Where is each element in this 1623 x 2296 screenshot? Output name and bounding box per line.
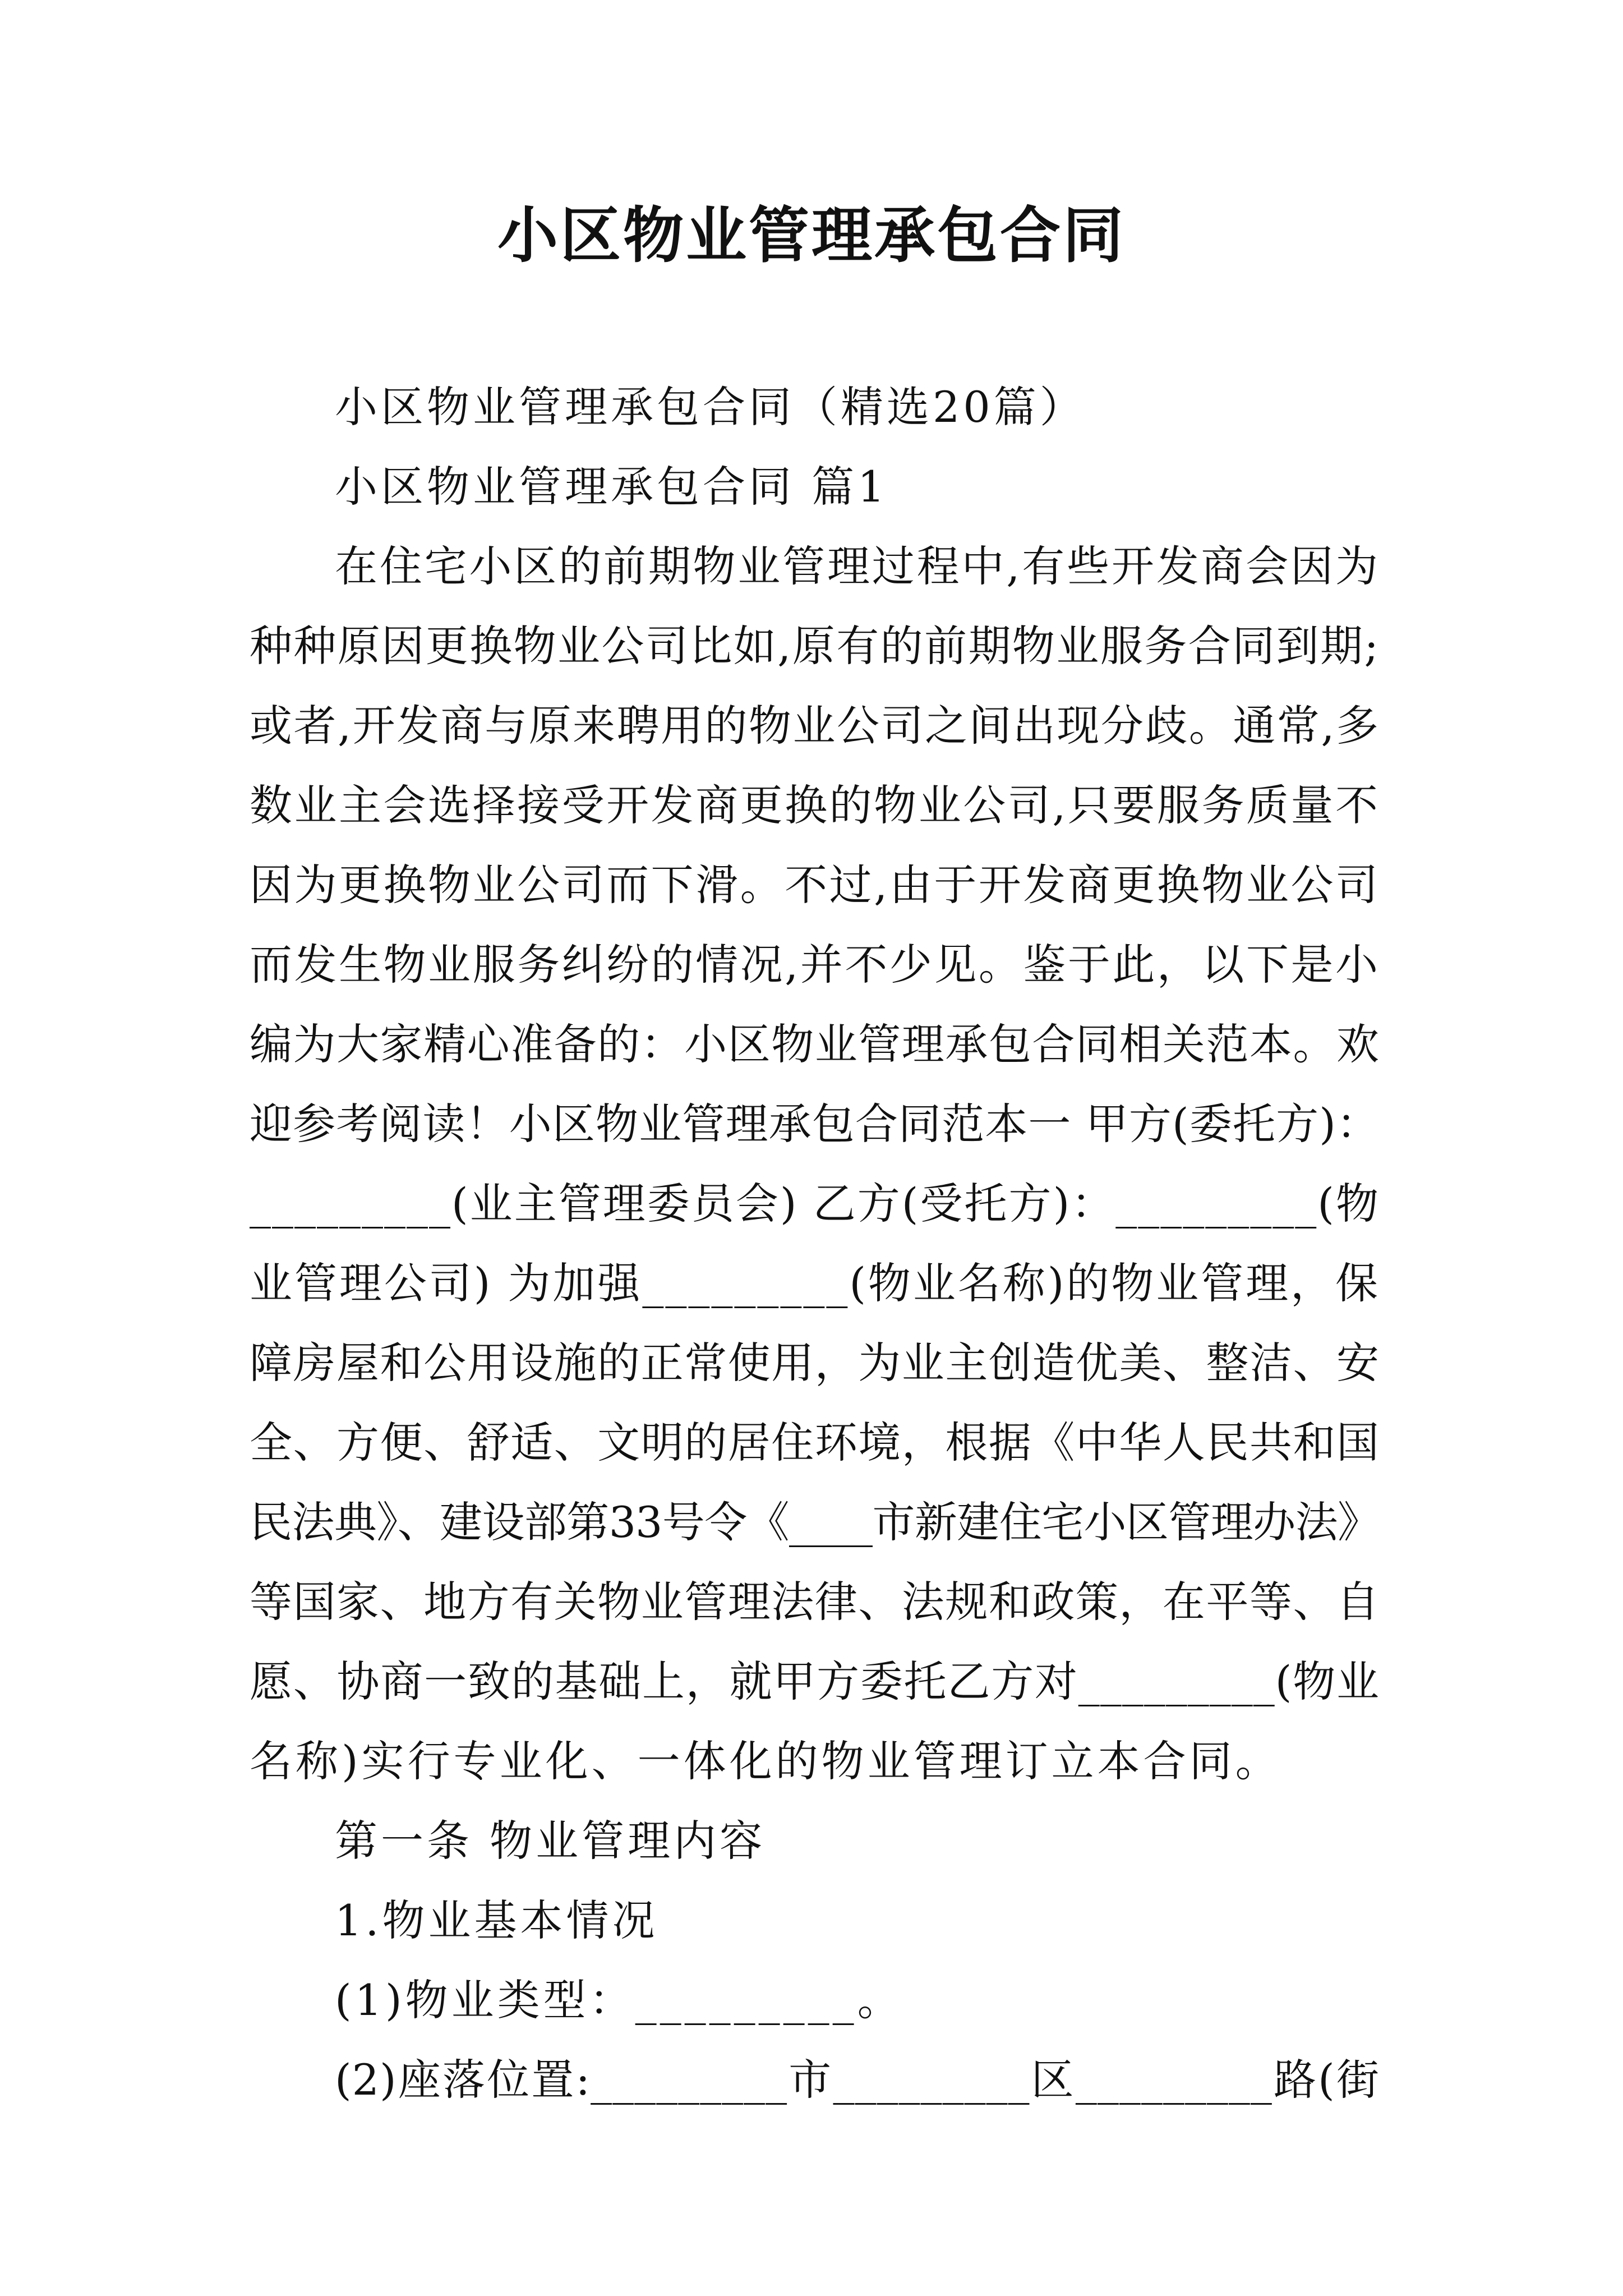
paragraph-line: 障房屋和公用设施的正常使用，为业主创造优美、整洁、安 [250,1338,1380,1388]
paragraph-line: 在住宅小区的前期物业管理过程中,有些开发商会因为 [335,541,1380,591]
paragraph-line: 种种原因更换物业公司比如,原有的前期物业服务合同到期; [250,621,1380,671]
section-heading: 小区物业管理承包合同 篇1 [335,462,888,512]
clause-item: (2)座落位置:_________市_________区_________路(街 [335,2055,1380,2105]
paragraph-line: 迎参考阅读！小区物业管理承包合同范本一 甲方(委托方)： [250,1099,1380,1149]
paragraph-line: 名称)实行专业化、一体化的物业管理订立本合同。 [250,1736,1281,1786]
paragraph-line: 或者,开发商与原来聘用的物业公司之间出现分歧。通常,多 [250,701,1380,751]
paragraph-line: 民法典》、建设部第33号令《____市新建住宅小区管理办法》 [250,1497,1380,1547]
clause-heading: 1.物业基本情况 [335,1895,658,1945]
document-body [250,367,1380,2120]
paragraph-line: 愿、协商一致的基础上，就甲方委托乙方对_________(物业 [250,1657,1380,1706]
article-heading: 第一条 物业管理内容 [335,1816,766,1866]
paragraph-line: 全、方便、舒适、文明的居住环境，根据《中华人民共和国 [250,1418,1380,1467]
paragraph-line: _________(业主管理委员会) 乙方(受托方)：_________(物 [250,1179,1380,1228]
paragraph-line: 数业主会选择接受开发商更换的物业公司,只要服务质量不 [250,780,1380,830]
clause-item: (1)物业类型：_________。 [335,1975,903,2025]
document-title: 小区物业管理承包合同 [497,200,1126,271]
paragraph-line: 而发生物业服务纠纷的情况,并不少见。鉴于此，以下是小 [250,940,1380,990]
paragraph-line: 编为大家精心准备的：小区物业管理承包合同相关范本。欢 [250,1019,1380,1069]
paragraph-line: 因为更换物业公司而下滑。不过,由于开发商更换物业公司 [250,860,1380,910]
paragraph-line: 等国家、地方有关物业管理法律、法规和政策，在平等、自 [250,1577,1380,1627]
subtitle-line: 小区物业管理承包合同（精选20篇） [335,382,1086,432]
paragraph-line: 业管理公司) 为加强_________(物业名称)的物业管理，保 [250,1258,1380,1308]
